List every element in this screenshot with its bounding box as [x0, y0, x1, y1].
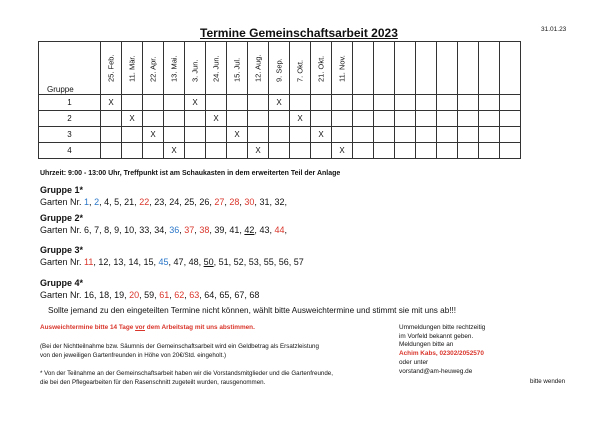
- separator: ,: [123, 257, 129, 267]
- date-label: 11. Mär.: [127, 55, 137, 82]
- garden-number: 32: [274, 197, 285, 207]
- garden-number: 9: [114, 225, 120, 235]
- schedule-cell: X: [101, 95, 122, 111]
- separator: ,: [168, 257, 174, 267]
- penalty-note-line: von den jeweiligen Gartenfreunden in Höhe von 20€/Std. eingeholt.): [40, 351, 227, 359]
- garden-number-line: [40, 225, 287, 235]
- garden-number: 20: [129, 290, 140, 300]
- date-label: 15. Jul.: [232, 57, 242, 82]
- table-row: [39, 111, 521, 127]
- group-heading: Gruppe 1*: [40, 185, 84, 195]
- schedule-cell: [353, 111, 374, 127]
- schedule-cell: [437, 95, 458, 111]
- schedule-cell: [101, 143, 122, 159]
- turn-page-note: bitte wenden: [530, 378, 566, 385]
- contact-line: Ummeldungen bitte rechtzeitig: [399, 324, 486, 331]
- garden-number: 27: [214, 197, 225, 207]
- separator: ,: [273, 257, 279, 267]
- group-heading: Gruppe 3*: [40, 245, 84, 255]
- garden-number: 12: [98, 257, 109, 267]
- garden-number: 2: [94, 197, 100, 207]
- separator: ,: [139, 290, 145, 300]
- garden-number: 22: [139, 197, 150, 207]
- separator: ,: [284, 197, 287, 207]
- separator: ,: [224, 225, 230, 235]
- garden-number-line: [40, 197, 287, 207]
- date-label: 22. Apr.: [148, 56, 158, 82]
- separator: ,: [214, 290, 220, 300]
- garden-number: 31: [259, 197, 270, 207]
- contact-email[interactable]: vorstand@am-heuweg.de: [399, 367, 473, 375]
- deadline-text-after: dem Arbeitstag mit uns abstimmen.: [145, 324, 255, 331]
- garden-number: 63: [189, 290, 200, 300]
- schedule-cell: X: [143, 127, 164, 143]
- meeting-info: Uhrzeit: 9:00 - 13:00 Uhr, Treffpunkt ist am Schaukasten in dem erweiterten Teil der Anlage: [40, 170, 341, 177]
- schedule-cell: [479, 95, 500, 111]
- garden-number: 16: [84, 290, 95, 300]
- separator: ,: [149, 225, 155, 235]
- garden-number: 34: [154, 225, 165, 235]
- separator: ,: [94, 290, 100, 300]
- garden-number: 56: [278, 257, 289, 267]
- schedule-cell: [479, 111, 500, 127]
- separator: ,: [179, 225, 185, 235]
- separator: ,: [239, 197, 245, 207]
- date-label: 25. Feb.: [106, 54, 116, 82]
- group-number: 1: [39, 95, 101, 111]
- separator: ,: [134, 197, 140, 207]
- schedule-cell: [143, 95, 164, 111]
- separator: ,: [269, 197, 275, 207]
- schedule-cell: [332, 127, 353, 143]
- schedule-cell: [353, 127, 374, 143]
- date-column-header: [374, 42, 395, 95]
- schedule-cell: [248, 111, 269, 127]
- schedule-cell: X: [332, 143, 353, 159]
- schedule-cell: [479, 127, 500, 143]
- date-column-header: [206, 42, 227, 95]
- separator: ,: [119, 225, 125, 235]
- schedule-cell: [206, 95, 227, 111]
- schedule-cell: X: [122, 111, 143, 127]
- separator: ,: [99, 225, 105, 235]
- separator: ,: [229, 290, 235, 300]
- date-label: 24. Jun.: [211, 55, 221, 82]
- group-heading: Gruppe 2*: [40, 213, 84, 223]
- date-column-header: [479, 42, 500, 95]
- garden-number: 52: [233, 257, 244, 267]
- garden-number: 13: [113, 257, 124, 267]
- group-heading: Gruppe 4*: [40, 278, 84, 288]
- footnote: [40, 370, 333, 387]
- group-block: [40, 278, 259, 300]
- date-label: 21. Okt.: [316, 55, 326, 82]
- garden-prefix: Garten Nr.: [40, 290, 82, 300]
- garden-number: 45: [158, 257, 169, 267]
- garden-number: 1: [84, 197, 90, 207]
- garden-number: 48: [188, 257, 199, 267]
- garden-number: 43: [259, 225, 270, 235]
- separator: ,: [228, 257, 234, 267]
- garden-number: 59: [144, 290, 155, 300]
- separator: ,: [198, 257, 204, 267]
- separator: ,: [109, 197, 115, 207]
- schedule-cell: X: [227, 127, 248, 143]
- date-column-header: [143, 42, 164, 95]
- separator: ,: [258, 257, 264, 267]
- date-column-header: [311, 42, 332, 95]
- date-column-header: [164, 42, 185, 95]
- garden-number: 21: [124, 197, 135, 207]
- schedule-cell: [374, 127, 395, 143]
- date-column-header: [353, 42, 374, 95]
- garden-number: 53: [248, 257, 259, 267]
- date-column-header: [101, 42, 122, 95]
- date-column-header: [227, 42, 248, 95]
- garden-number-line: [40, 290, 259, 300]
- schedule-cell: [458, 143, 479, 159]
- garden-number: 11: [84, 257, 94, 267]
- schedule-cell: [500, 111, 521, 127]
- garden-number: 41: [229, 225, 240, 235]
- separator: ,: [284, 225, 287, 235]
- schedule-cell: X: [269, 95, 290, 111]
- garden-number: 42: [244, 225, 255, 235]
- separator: ,: [89, 225, 95, 235]
- garden-number: 47: [173, 257, 184, 267]
- separator: ,: [243, 257, 249, 267]
- date-label: 7. Okt.: [295, 59, 305, 82]
- garden-prefix: Garten Nr.: [40, 225, 82, 235]
- schedule-cell: [227, 111, 248, 127]
- schedule-cell: X: [290, 111, 311, 127]
- group-block: [40, 185, 287, 207]
- schedule-cell: [269, 127, 290, 143]
- separator: ,: [149, 197, 155, 207]
- garden-number: 33: [139, 225, 150, 235]
- schedule-cell: [101, 127, 122, 143]
- garden-number: 4: [104, 197, 110, 207]
- garden-prefix: Garten Nr.: [40, 257, 82, 267]
- date-column-header: [290, 42, 311, 95]
- separator: ,: [254, 225, 260, 235]
- schedule-cell: [206, 127, 227, 143]
- schedule-cell: [290, 143, 311, 159]
- separator: ,: [194, 225, 200, 235]
- schedule-cell: [374, 143, 395, 159]
- garden-prefix: Garten Nr.: [40, 197, 82, 207]
- date-label: 9. Sep.: [274, 58, 284, 82]
- schedule-cell: [101, 111, 122, 127]
- separator: ,: [154, 290, 160, 300]
- garden-number: 51: [218, 257, 229, 267]
- separator: ,: [194, 197, 200, 207]
- document-date: 31.01.23: [541, 26, 567, 33]
- schedule-cell: X: [311, 127, 332, 143]
- date-column-header: [395, 42, 416, 95]
- schedule-cell: X: [248, 143, 269, 159]
- group-number: 3: [39, 127, 101, 143]
- date-column-header: [185, 42, 206, 95]
- separator: ,: [119, 197, 125, 207]
- schedule-cell: [395, 95, 416, 111]
- garden-number: 55: [263, 257, 274, 267]
- separator: ,: [169, 290, 175, 300]
- alternate-date-deadline: [40, 324, 255, 331]
- separator: ,: [239, 225, 245, 235]
- page-title: Termine Gemeinschaftsarbeit 2023: [200, 26, 398, 40]
- separator: ,: [153, 257, 159, 267]
- group-header: Gruppe: [47, 85, 74, 94]
- schedule-cell: [143, 111, 164, 127]
- schedule-cell: [164, 111, 185, 127]
- date-label: 11. Nov.: [337, 55, 347, 82]
- schedule-cell: X: [185, 95, 206, 111]
- deadline-text-before: Ausweichtermine bitte 14 Tage: [40, 324, 136, 331]
- garden-number: 8: [104, 225, 110, 235]
- schedule-cell: [374, 95, 395, 111]
- separator: ,: [254, 197, 260, 207]
- schedule-cell: [227, 143, 248, 159]
- date-column-header: [437, 42, 458, 95]
- schedule-cell: [164, 127, 185, 143]
- garden-number: 5: [114, 197, 120, 207]
- group-header-cell: [39, 42, 101, 95]
- contact-line: Meldungen bitte an: [399, 341, 454, 349]
- schedule-cell: [500, 143, 521, 159]
- schedule-cell: [122, 95, 143, 111]
- garden-number: 15: [143, 257, 154, 267]
- schedule-cell: [311, 111, 332, 127]
- separator: ,: [224, 197, 230, 207]
- separator: ,: [183, 257, 189, 267]
- garden-number: 28: [229, 197, 240, 207]
- schedule-cell: [458, 95, 479, 111]
- separator: ,: [244, 290, 250, 300]
- separator: ,: [164, 225, 170, 235]
- schedule-cell: [185, 111, 206, 127]
- schedule-cell: [395, 111, 416, 127]
- separator: ,: [269, 225, 275, 235]
- schedule-cell: [353, 143, 374, 159]
- deadline-text-underlined: vor: [135, 324, 146, 331]
- garden-number: 37: [184, 225, 195, 235]
- separator: ,: [138, 257, 144, 267]
- date-column-header: [500, 42, 521, 95]
- separator: ,: [89, 197, 95, 207]
- separator: ,: [288, 257, 294, 267]
- garden-number: 18: [99, 290, 110, 300]
- separator: ,: [213, 257, 219, 267]
- garden-number: 19: [114, 290, 125, 300]
- garden-number: 50: [203, 257, 214, 267]
- separator: ,: [184, 290, 190, 300]
- separator: ,: [209, 197, 215, 207]
- garden-number: 14: [128, 257, 139, 267]
- garden-number: 67: [234, 290, 245, 300]
- schedule-cell: [269, 111, 290, 127]
- schedule-cell: [227, 95, 248, 111]
- garden-number: 44: [274, 225, 285, 235]
- date-column-header: [248, 42, 269, 95]
- separator: ,: [93, 257, 99, 267]
- footnote-line: * Von der Teilnahme an der Gemeinschaftsarbeit haben wir die Vorstandsmitglieder und die Gartenfreunde,: [40, 370, 333, 377]
- separator: ,: [99, 197, 105, 207]
- garden-number: 30: [244, 197, 255, 207]
- contact-name-phone: Achim Kabs, 02302/2052570: [399, 350, 484, 358]
- schedule-cell: [185, 143, 206, 159]
- date-column-header: [269, 42, 290, 95]
- schedule-cell: [332, 95, 353, 111]
- schedule-cell: [290, 95, 311, 111]
- table-row: [39, 143, 521, 159]
- group-number: 4: [39, 143, 101, 159]
- garden-number: 24: [169, 197, 180, 207]
- schedule-cell: [437, 143, 458, 159]
- group-block: [40, 213, 287, 235]
- separator: ,: [124, 290, 130, 300]
- schedule-cell: [416, 111, 437, 127]
- schedule-cell: [458, 111, 479, 127]
- schedule-cell: [290, 127, 311, 143]
- date-label: 13. Mai.: [169, 55, 179, 82]
- schedule-cell: [395, 127, 416, 143]
- garden-number: 36: [169, 225, 180, 235]
- schedule-cell: [479, 143, 500, 159]
- alternate-date-notice: Sollte jemand zu den eingeteilten Termine nicht können, wählt bitte Ausweichtermine und stimmt sie mit uns ab!!!: [48, 306, 457, 315]
- penalty-note: [40, 343, 319, 360]
- group-block: [40, 245, 304, 267]
- schedule-cell: [332, 111, 353, 127]
- schedule-cell: [353, 95, 374, 111]
- garden-number: 39: [214, 225, 225, 235]
- schedule-cell: [374, 111, 395, 127]
- schedule-cell: [206, 143, 227, 159]
- date-column-header: [416, 42, 437, 95]
- schedule-cell: [311, 143, 332, 159]
- schedule-cell: [416, 143, 437, 159]
- separator: ,: [109, 225, 115, 235]
- garden-number: 64: [204, 290, 215, 300]
- schedule-cell: X: [206, 111, 227, 127]
- schedule-cell: [416, 127, 437, 143]
- separator: ,: [109, 290, 115, 300]
- schedule-cell: [437, 127, 458, 143]
- contact-line: im Vorfeld bekannt geben.: [399, 332, 474, 340]
- table-row: [39, 95, 521, 111]
- separator: ,: [134, 225, 140, 235]
- schedule-cell: [500, 95, 521, 111]
- schedule-cell: [122, 127, 143, 143]
- date-label: 12. Aug.: [253, 54, 263, 82]
- garden-number: 38: [199, 225, 210, 235]
- schedule-cell: X: [164, 143, 185, 159]
- date-label: 3. Jun.: [190, 59, 200, 82]
- contact-line: oder unter: [399, 358, 429, 366]
- schedule-cell: [248, 95, 269, 111]
- separator: ,: [108, 257, 114, 267]
- garden-number: 25: [184, 197, 195, 207]
- table-row: [39, 127, 521, 143]
- group-number: 2: [39, 111, 101, 127]
- garden-number: 23: [154, 197, 165, 207]
- schedule-cell: [164, 95, 185, 111]
- schedule-table: [38, 41, 521, 159]
- garden-number: 68: [249, 290, 260, 300]
- schedule-cell: [437, 111, 458, 127]
- footnote-line: die bei den Pflegearbeiten für den Rasenschnitt zugeteilt wurden, rausgenommen.: [40, 378, 266, 386]
- separator: ,: [209, 225, 215, 235]
- garden-number: 6: [84, 225, 90, 235]
- garden-number: 57: [293, 257, 304, 267]
- garden-number: 62: [174, 290, 185, 300]
- separator: ,: [199, 290, 205, 300]
- schedule-cell: [185, 127, 206, 143]
- date-column-header: [458, 42, 479, 95]
- separator: ,: [179, 197, 185, 207]
- penalty-note-line: (Bei der Nichtteilnahme bzw. Säumnis der Gemeinschaftsarbeit wird ein Geldbetrag als Ersatzleistung: [40, 343, 319, 350]
- contact-box: [399, 324, 485, 376]
- schedule-cell: [143, 143, 164, 159]
- schedule-cell: [416, 95, 437, 111]
- garden-number: 65: [219, 290, 230, 300]
- garden-number: 61: [159, 290, 170, 300]
- schedule-cell: [458, 127, 479, 143]
- schedule-cell: [269, 143, 290, 159]
- date-column-header: [122, 42, 143, 95]
- garden-number: 10: [124, 225, 135, 235]
- garden-number: 7: [94, 225, 100, 235]
- garden-number-line: [40, 257, 304, 267]
- schedule-cell: [395, 143, 416, 159]
- separator: ,: [164, 197, 170, 207]
- schedule-cell: [311, 95, 332, 111]
- garden-number: 26: [199, 197, 210, 207]
- schedule-cell: [500, 127, 521, 143]
- schedule-cell: [248, 127, 269, 143]
- date-column-header: [332, 42, 353, 95]
- schedule-cell: [122, 143, 143, 159]
